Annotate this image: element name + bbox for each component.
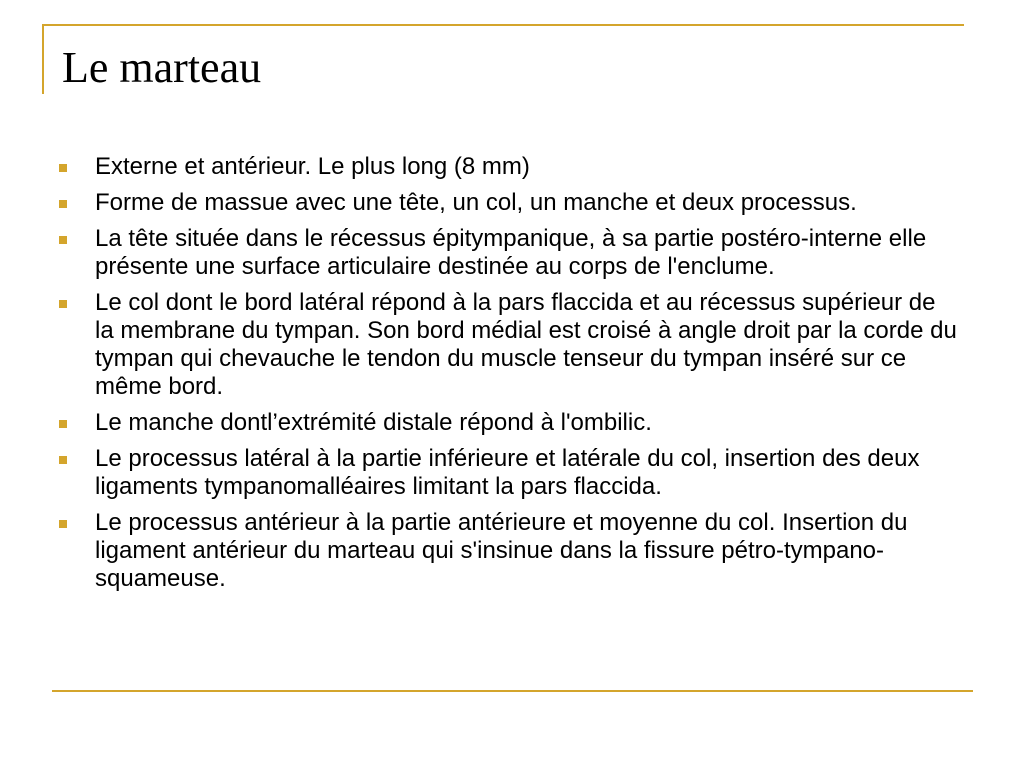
square-bullet-icon xyxy=(59,300,67,308)
square-bullet-icon xyxy=(59,164,67,172)
bullet-text: Le manche dontl’extrémité distale répond à l'ombilic. xyxy=(95,409,652,436)
square-bullet-icon xyxy=(59,200,67,208)
frame-top-line xyxy=(42,24,964,26)
bullet-item xyxy=(55,409,960,437)
bullet-text: La tête située dans le récessus épitympanique, à sa partie postéro-interne elle présente une surface articulaire destinée au corps de l'enclume. xyxy=(95,225,927,280)
frame-left-line xyxy=(42,24,44,94)
bullet-item xyxy=(55,153,960,181)
bullet-text: Forme de massue avec une tête, un col, un manche et deux processus. xyxy=(95,189,857,216)
frame-bottom-line xyxy=(52,690,973,692)
bullet-text: Le processus antérieur à la partie antérieure et moyenne du col. Insertion du ligament antérieur du marteau qui s'insinue dans la fissure pétro-tympano-squameuse. xyxy=(95,509,908,592)
bullet-item xyxy=(55,445,960,501)
square-bullet-icon xyxy=(59,520,67,528)
bullet-item xyxy=(55,189,960,217)
square-bullet-icon xyxy=(59,236,67,244)
square-bullet-icon xyxy=(59,456,67,464)
slide-title: Le marteau xyxy=(62,43,262,92)
bullet-list xyxy=(55,153,960,601)
bullet-text: Externe et antérieur. Le plus long (8 mm) xyxy=(95,153,530,180)
bullet-text: Le col dont le bord latéral répond à la pars flaccida et au récessus supérieur de la membrane du tympan. Son bord médial est croisé à angle droit par la corde du tympan qui chevauche le tendon du muscle tenseur du tympan inséré sur ce même bord. xyxy=(95,289,957,400)
square-bullet-icon xyxy=(59,420,67,428)
bullet-item xyxy=(55,509,960,593)
bullet-item xyxy=(55,225,960,281)
bullet-text: Le processus latéral à la partie inférieure et latérale du col, insertion des deux ligaments tympanomalléaires limitant la pars flaccida. xyxy=(95,445,920,500)
bullet-item xyxy=(55,289,960,401)
